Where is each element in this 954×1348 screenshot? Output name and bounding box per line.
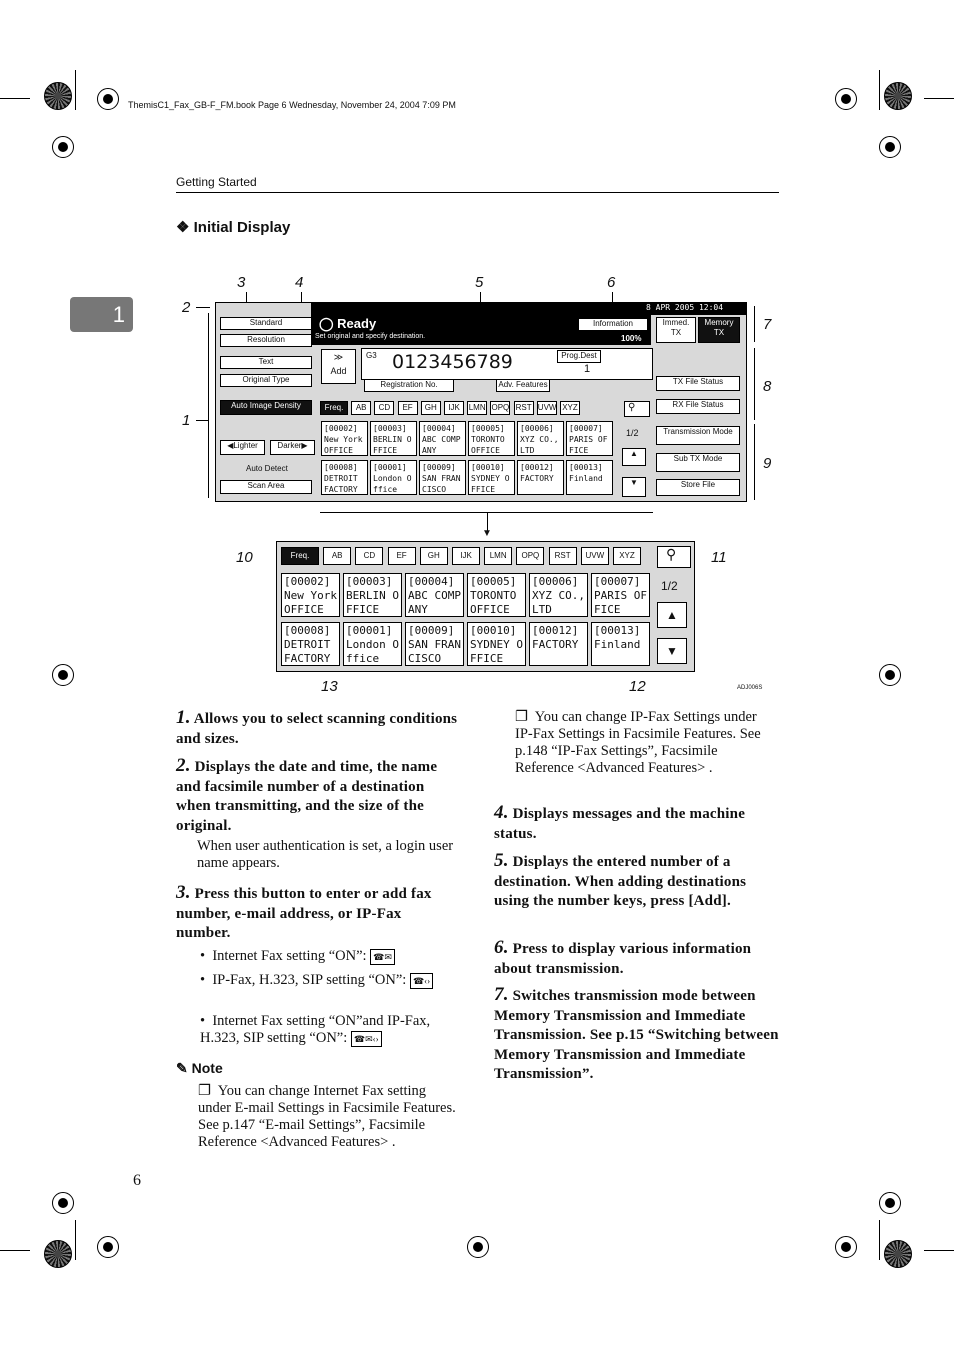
destination-key[interactable]: [00010] SYDNEY O FFICE [467,622,526,666]
g3-label: G3 [366,351,377,360]
destination-key[interactable]: [00009] SAN FRAN CISCO [419,460,466,495]
destination-key[interactable]: [00004] ABC COMP ANY [405,573,464,617]
crop-target [52,1192,74,1214]
arrow-down-icon: ▼ [482,528,492,539]
crop-target [835,88,857,110]
tab-ijk[interactable]: IJK [444,401,464,415]
status-message: Set original and specify destination. [315,333,426,340]
internet-ip-fax-icon: ☎✉‹› [351,1031,382,1047]
status-area [311,315,651,345]
crop-target [52,664,74,686]
destination-key[interactable]: [00002] New York OFFICE [321,421,368,456]
tab-opq[interactable]: OPQ [516,547,544,565]
tab-cd[interactable]: CD [374,401,394,415]
tab-gh[interactable]: GH [421,401,441,415]
note-heading: ✎ Note [176,1060,223,1076]
destination-key[interactable]: [00005] TORONTO OFFICE [468,421,515,456]
memory-percent: 100% [621,334,642,343]
callout-5: 5 [475,274,484,291]
tab-uvw[interactable]: UVW [581,547,609,565]
information-button[interactable]: Information [578,318,648,331]
art-code: ADJ006S [737,685,763,691]
prog-count: 1 [584,363,591,375]
page-indicator: 1/2 [626,428,639,438]
tab-ijk[interactable]: IJK [452,547,480,565]
callout-8: 8 [763,378,772,395]
adv-features-button[interactable]: Adv. Features [496,379,550,392]
destination-key[interactable]: [00002] New York OFFICE [281,573,340,617]
crop-line [75,70,76,110]
item-2-note: When user authentication is set, a login user name appears. [197,838,454,871]
crop-target [97,1236,119,1258]
destination-key[interactable]: [00006] XYZ CO., LTD [529,573,588,617]
crop-line [879,1220,880,1260]
transmission-mode-button[interactable]: Transmission Mode [656,426,740,445]
bullet-internet-fax: • Internet Fax setting “ON”: ☎✉ [200,948,460,965]
lighter-button[interactable]: ◀Lighter [220,440,265,455]
bracket-9 [754,424,755,500]
tab-opq[interactable]: OPQ [490,401,510,415]
note-1: ❐ You can change Internet Fax setting under E-mail Settings in Facsimile Features. See p.147 “E-mail Settings”, Facsimile Reference <Advanced Features> . [198,1083,456,1150]
tab-xyz[interactable]: XYZ [560,401,580,415]
internet-fax-icon: ☎✉ [370,949,395,965]
leader-line [196,420,208,421]
resolution-button[interactable]: Resolution [220,334,312,347]
scroll-up-button[interactable]: ▲ [622,448,646,466]
registration-no-button[interactable]: Registration No. [364,379,454,392]
page-number: 6 [133,1172,141,1189]
text-button[interactable]: Text [220,356,312,369]
registration-disk-tr [884,82,912,110]
destination-key[interactable]: [00008] DETROIT FACTORY [321,460,368,495]
registration-disk-tl [44,82,72,110]
scroll-down-button[interactable]: ▼ [657,638,687,664]
crop-target [835,1236,857,1258]
item-7: 7. Switches transmission mode between Memory Transmission and Immediate Transmission. See p.15 “Switching between Memory Transmission and Immediate Transmission”. [494,984,779,1082]
destination-key[interactable]: [00001] London O ffice [343,622,402,666]
destination-key[interactable]: [00001] London O ffice [370,460,417,495]
ip-fax-icon: ☎‹› [410,973,433,989]
fax-number: 0123456789 [392,351,513,373]
item-6: 6. Press to display various information about transmission. [494,937,752,977]
destination-field[interactable] [361,348,653,380]
rx-file-status-button[interactable]: RX File Status [656,399,740,414]
destination-key[interactable]: [00013] Finland [591,622,650,666]
immed-tx-button[interactable]: Immed. TX [656,317,696,343]
scan-area-button[interactable]: Scan Area [220,480,312,494]
header-rule [176,192,779,193]
tab-ef[interactable]: EF [388,547,416,565]
original-type-button[interactable]: Original Type [220,374,312,387]
registration-disk-br [884,1240,912,1268]
callout-4: 4 [295,274,304,291]
item-2: 2. Displays the date and time, the name and facsimile number of a destination when transmitting, and the size of the original. [176,755,438,834]
crop-target [52,136,74,158]
bullet-both: • Internet Fax setting “ON”and IP-Fax, H.323, SIP setting “ON”: ☎✉‹› [200,1013,431,1046]
callout-7: 7 [763,316,772,333]
tab-freq[interactable]: Freq. [281,547,319,565]
crop-target [879,1192,901,1214]
item-3: 3. Press this button to enter or add fax number, e-mail address, or IP-Fax number. [176,882,432,941]
prog-dest-button[interactable]: Prog.Dest [557,350,601,363]
destination-key[interactable]: [00003] BERLIN O FFICE [370,421,417,456]
add-button[interactable]: ≫ Add [321,349,356,384]
tab-rst[interactable]: RST [514,401,534,415]
destination-key[interactable]: [00012] FACTORY [517,460,564,495]
destination-key[interactable]: [00007] PARIS OF FICE [566,421,613,456]
bracket-8 [754,348,755,420]
page-indicator: 1/2 [661,579,678,593]
destination-key[interactable]: [00012] FACTORY [529,622,588,666]
tab-lmn[interactable]: LMN [467,401,487,415]
tab-lmn[interactable]: LMN [484,547,512,565]
leader-line [196,307,210,308]
chapter-tab: 1 [70,297,133,332]
crop-line [0,98,30,99]
note-2: ❐ You can change IP-Fax Settings under IP-Fax Settings in Facsimile Features. See p.148 “IP-Fax Settings”, Facsimile Reference <Advanced Features> . [515,709,761,776]
search-icon[interactable]: ⚲ [624,401,650,417]
item-1: 1. Allows you to select scanning conditions and sizes. [176,707,458,747]
crop-line [924,1250,954,1251]
item-4: 4. Displays messages and the machine status. [494,802,746,842]
tab-rst[interactable]: RST [549,547,577,565]
crop-target [467,1236,489,1258]
destination-key[interactable]: [00008] DETROIT FACTORY [281,622,340,666]
item-5: 5. Displays the entered number of a destination. When adding destinations using the number keys, press [Add]. [494,850,747,909]
tab-ab[interactable]: AB [351,401,371,415]
scroll-down-button[interactable]: ▼ [622,477,646,497]
destination-key[interactable]: [00009] SAN FRAN CISCO [405,622,464,666]
pencil-icon: ✎ [176,1060,188,1076]
registration-disk-bl [44,1240,72,1268]
control-panel-screen [215,302,747,502]
callout-2: 2 [182,299,191,316]
section-label: Getting Started [176,175,257,189]
callout-6: 6 [607,274,616,291]
callout-11: 11 [711,549,727,566]
destination-key[interactable]: [00005] TORONTO OFFICE [467,573,526,617]
auto-detect-label: Auto Detect [246,464,288,473]
destination-key[interactable]: [00003] BERLIN O FFICE [343,573,402,617]
figure-title-text: Initial Display [193,219,291,236]
crop-line [879,70,880,110]
darker-button[interactable]: Darker▶ [270,440,315,455]
enlarged-dest-panel [276,541,695,672]
status-ready: ◯ Ready [319,316,377,331]
bracket-1 [208,313,209,498]
tab-cd[interactable]: CD [355,547,383,565]
tab-ab[interactable]: AB [323,547,351,565]
callout-13: 13 [321,678,338,695]
crop-target [879,136,901,158]
callout-1: 1 [182,412,191,429]
auto-image-density-button[interactable]: Auto Image Density [220,400,312,415]
crop-line [0,1250,30,1251]
callout-3: 3 [237,274,246,291]
tab-ef[interactable]: EF [398,401,418,415]
destination-key[interactable]: [00010] SYDNEY O FFICE [468,460,515,495]
destination-key[interactable]: [00013] Finland [566,460,613,495]
tx-file-status-button[interactable]: TX File Status [656,376,740,391]
crop-line [924,98,954,99]
destination-key[interactable]: [00007] PARIS OF FICE [591,573,650,617]
tab-gh[interactable]: GH [420,547,448,565]
destination-key[interactable]: [00006] XYZ CO., LTD [517,421,564,456]
bracket-7 [754,306,755,342]
store-file-button[interactable]: Store File [656,479,740,496]
tab-xyz[interactable]: XYZ [613,547,641,565]
bullet-ip-fax: • IP-Fax, H.323, SIP setting “ON”: ☎‹› [200,972,460,989]
file-header: ThemisC1_Fax_GB-F_FM.book Page 6 Wednesday, November 24, 2004 7:09 PM [128,100,456,110]
search-icon[interactable]: ⚲ [657,546,691,568]
callout-10: 10 [236,549,253,566]
sub-tx-mode-button[interactable]: Sub TX Mode [656,453,740,472]
tab-uvw[interactable]: UVW [537,401,557,415]
crop-line [75,1220,76,1260]
crop-target [879,664,901,686]
scroll-up-button[interactable]: ▲ [657,602,687,628]
standard-button[interactable]: Standard [220,317,312,330]
chevron-icon: ≫ [333,352,344,362]
figure-title: ❖ Initial Display [176,219,291,236]
date-time: 8 APR 2005 12:04 [646,303,724,312]
callout-9: 9 [763,455,772,472]
destination-key[interactable]: [00004] ABC COMP ANY [419,421,466,456]
tab-freq[interactable]: Freq. [320,401,348,415]
crop-target [97,88,119,110]
callout-12: 12 [629,678,646,695]
memory-tx-button[interactable]: Memory TX [698,317,740,343]
